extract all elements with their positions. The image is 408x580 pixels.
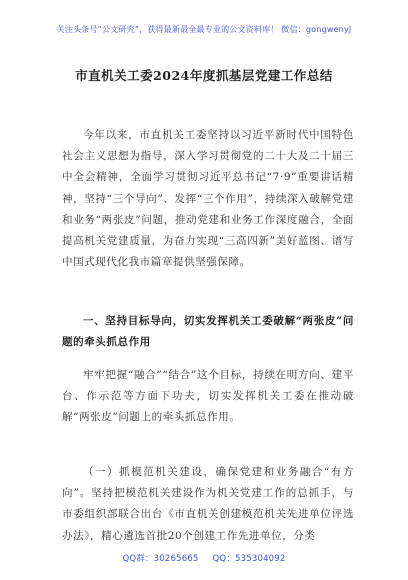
section-paragraph: 牢牢把握“融合”“结合”这个目标，持续在明方向、建平台、作示范等方面下功夫，切实发挥机关工委在推动破解“两张皮”问题上的牵头抓总作用。: [62, 369, 354, 424]
section-heading: 一、坚持目标导向，切实发挥机关工委破解“两张皮”问题的牵头抓总作用: [62, 315, 354, 349]
document-title: 市直机关工委2024年度抓基层党建工作总结: [75, 68, 333, 83]
intro-paragraph: 今年以来，市直机关工委坚持以习近平新时代中国特色社会主义思想为指导，深入学习贯彻党的二十大及二十届三中全会精神，全面学习贯彻习近平总书记“7·9”重要讲话精神，坚持“三个导向”、发挥“三个作用”，持续深入破解党建和业务“两张皮”问题，推动党建和业务工作深度融合，全面提高机关党建质量，为奋力实现“三高四新”美好蓝图、谱写中国式现代化我市篇章提供坚强保障。: [62, 129, 354, 269]
subsection-paragraph: （一）抓模范机关建设，确保党建和业务融合“有方向”。坚持把模范机关建设作为机关党建工作的总抓手，与市委组织部联合出台《市直机关创建模范机关先进单位评选办法》，精心遴选首批20个创建工作先进单位，分类: [62, 466, 354, 542]
qq-group-number: QQ群：30265665: [122, 554, 199, 564]
qq-number: QQ：535304092: [212, 554, 286, 564]
header-watermark-note: 关注头条号“公文研究”，获得最新最全最专业的公文资料库！ 微信：gongwenyj: [56, 25, 352, 34]
footer-contact: [0, 552, 408, 564]
